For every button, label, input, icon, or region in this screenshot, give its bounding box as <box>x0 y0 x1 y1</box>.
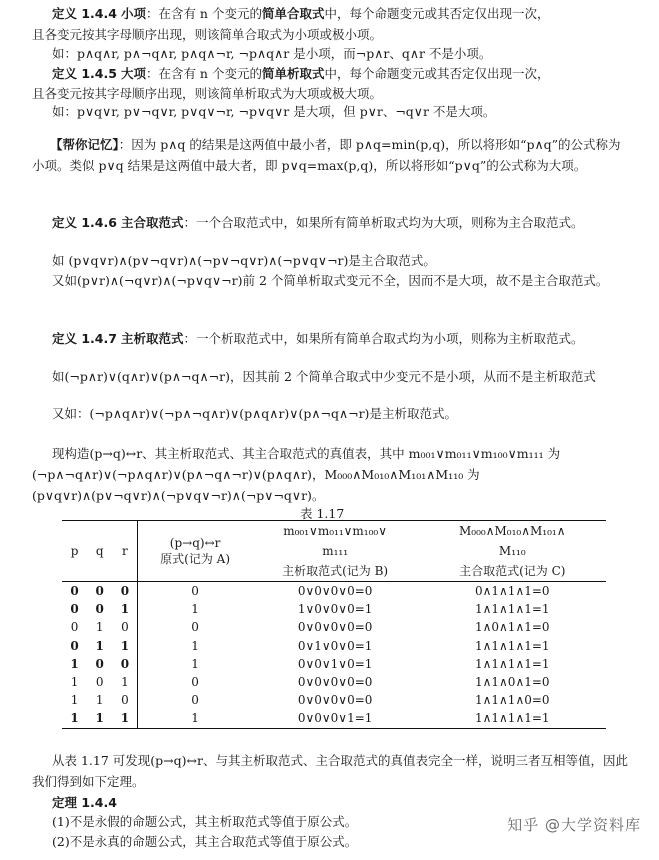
cell-q: 0 <box>95 675 104 690</box>
header-q: q <box>87 521 112 582</box>
cell-p: 0 <box>70 638 79 653</box>
cell-r: 1 <box>121 675 129 690</box>
cell-c: 1∧1∧1∧0=0 <box>474 693 550 708</box>
cell-c: 1∧1∧1∧1=1 <box>474 638 550 653</box>
conclusion-paragraph: 从表 1.17 可发现(p→q)↔r、与其主析取范式、主合取范式的真值表完全一样，说明三者互相等值，因此我们得到如下定理。 <box>32 753 628 789</box>
def-147-example2: 又如：(¬p∧q∧r)∨(¬p∧¬q∧r)∨(p∧q∧r)∨(p∧¬q∧¬r)是主析取范式。 <box>52 406 457 421</box>
cell-b: 0∨0∨1∨0=1 <box>297 656 373 671</box>
table-row <box>62 600 606 618</box>
cell-r: 1 <box>120 638 130 653</box>
header-c-formula2: M₁₁₀ <box>498 544 526 558</box>
def-144-text2: 中，每个命题变元或其否定仅出现一次， <box>324 6 550 21</box>
cell-a: 0 <box>138 618 252 636</box>
table-row <box>62 673 606 691</box>
def-146-example2: 又如(p∨r)∧(¬q∨r)∧(¬p∨q∨¬r)前 2 个简单析取式变元不全，因而不是大项，故不是主合取范式。 <box>52 273 609 288</box>
def-145-example: 如：p∨q∨r, p∨¬q∨r, p∨q∨¬r, ¬p∨q∨r 是大项，但 p∨r、¬q∨r 不是大项。 <box>52 104 496 119</box>
def-146-term: 主合取范式 <box>120 215 184 230</box>
cell-b: 0∨0∨0∨0=0 <box>297 620 373 635</box>
cell-b: 0∨0∨0∨0=0 <box>297 675 373 690</box>
def-144-line1 <box>52 6 549 22</box>
header-c-formula1: M₀₀₀∧M₀₁₀∧M₁₀₁∧ <box>419 521 606 542</box>
cell-q: 0 <box>95 584 104 599</box>
cell-q: 1 <box>95 620 104 635</box>
def-146 <box>32 212 632 233</box>
def-145-term2: 简单析取式 <box>261 66 325 81</box>
header-a-formula: (p→q)↔r <box>169 536 221 550</box>
def-147-term: 主析取范式 <box>120 331 184 346</box>
def-145-line2: 且各变元按其字母顺序出现，则该简单析取式为大项或极大项。 <box>32 86 383 101</box>
table-row <box>62 655 606 673</box>
truth-table <box>62 520 606 729</box>
cell-r: 1 <box>120 602 130 617</box>
def-146-example1: 如 (p∨q∨r)∧(p∨¬q∨r)∧(¬p∨¬q∨r)∧(¬p∨q∨¬r)是主合取范式。 <box>52 253 436 268</box>
def-147-text: ：一个析取范式中，如果所有简单合取式均为小项，则称为主析取范式。 <box>183 331 584 346</box>
def-145-term: 大项 <box>120 66 146 81</box>
header-r: r <box>112 521 138 582</box>
def-144-term: 小项 <box>120 6 146 21</box>
def-145-line1 <box>52 66 549 82</box>
memory-tip-text: ：因为 p∧q 的结果是这两值中最小者，即 p∧q=min(p,q)，所以将形如“p∧q”的公式称为小项。类似 p∨q 结果是这两值中最大者，即 p∨q=max(p,q)，所以将形如“p∨q”的公式称为大项。 <box>32 137 621 173</box>
table-caption: 表 1.17 <box>300 506 345 521</box>
header-c-label: 主合取范式(记为 C) <box>419 561 606 582</box>
construct-paragraph: 现构造(p→q)↔r、其主析取范式、其主合取范式的真值表，其中 m₀₀₁∨m₀₁₁∨m₁₀₀∨m₁₁₁ 为 (¬p∧¬q∧r)∨(¬p∧q∧r)∨(p∧¬q∧¬r)∨(p∧q∧r)，M₀₀₀∧M₀₁₀∧M₁₀₁∧M₁₁₀ 为 (p∨q∨r)∧(p∨¬q∨r)∧(¬p∨q∨¬r)∧(¬p∨¬q∨r)。 <box>32 446 561 503</box>
cell-c: 1∧1∧1∧1=1 <box>474 656 550 671</box>
cell-c: 1∧1∧1∧1=1 <box>474 602 550 617</box>
cell-q: 1 <box>95 638 104 653</box>
cell-b: 0∨0∨0∨0=0 <box>297 584 373 599</box>
def-147 <box>32 328 632 349</box>
def-145-text2: 中，每个命题变元或其否定仅出现一次， <box>324 66 550 81</box>
cell-a: 1 <box>138 655 252 673</box>
def-145-label: 定义 1.4.5 <box>52 66 117 81</box>
cell-a: 0 <box>138 582 252 601</box>
cell-p: 1 <box>70 656 79 671</box>
cell-c: 1∧0∧1∧1=0 <box>474 620 550 635</box>
header-p: p <box>62 521 87 582</box>
table-row <box>62 582 606 601</box>
cell-c: 0∧1∧1∧1=0 <box>474 584 550 599</box>
cell-p: 0 <box>70 602 79 617</box>
memory-tip-label: 【帮你记忆】 <box>50 137 119 152</box>
watermark: 知乎 @大学资料库 <box>507 816 641 834</box>
cell-p: 0 <box>70 620 79 635</box>
theorem-item2: (2)不是永真的命题公式，其主合取范式等值于原公式。 <box>52 834 358 849</box>
memory-tip <box>32 134 632 176</box>
def-144-example: 如：p∧q∧r, p∧¬q∧r, p∧q∧¬r, ¬p∧q∧r 是小项，而¬p∧r、q∧r 不是小项。 <box>52 46 492 61</box>
theorem-label: 定理 1.4.4 <box>52 795 117 810</box>
cell-q: 0 <box>95 602 104 617</box>
cell-b: 1∨0∨0∨0=1 <box>297 602 373 617</box>
cell-q: 1 <box>95 693 104 708</box>
cell-c: 1∧1∧0∧1=0 <box>474 675 550 690</box>
cell-p: 1 <box>62 709 87 728</box>
def-146-label: 定义 1.4.6 <box>52 215 117 230</box>
cell-q: 0 <box>95 656 104 671</box>
cell-a: 1 <box>138 600 252 618</box>
def-144-term2: 简单合取式 <box>261 6 325 21</box>
table-row <box>62 709 606 728</box>
def-144-line2: 且各变元按其字母顺序出现，则该简单合取式为小项或极小项。 <box>32 27 383 42</box>
cell-p: 1 <box>70 693 79 708</box>
cell-p: 1 <box>70 675 79 690</box>
def-145-text1: ：在含有 n 个变元的 <box>145 66 262 81</box>
table-row <box>62 691 606 709</box>
cell-r: 0 <box>120 584 130 599</box>
cell-b: 0∨0∨0∨0=0 <box>297 693 373 708</box>
cell-b: 0∨1∨0∨0=1 <box>297 638 373 653</box>
cell-q: 1 <box>87 709 112 728</box>
cell-r: 1 <box>112 709 138 728</box>
cell-a: 0 <box>138 673 252 691</box>
def-144-text1: ：在含有 n 个变元的 <box>145 6 262 21</box>
cell-c: 1∧1∧1∧1=1 <box>419 709 606 728</box>
table-row <box>62 618 606 636</box>
cell-a: 1 <box>138 637 252 655</box>
cell-p: 0 <box>70 584 79 599</box>
def-147-example1: 如(¬p∧r)∨(q∧r)∨(p∧¬q∧¬r)，因其前 2 个简单合取式中少变元不是小项，从而不是主析取范式 <box>52 369 596 384</box>
cell-r: 0 <box>121 693 129 708</box>
theorem-item1: (1)不是永假的命题公式，其主析取范式等值于原公式。 <box>52 814 358 829</box>
cell-a: 0 <box>138 691 252 709</box>
header-b-label: 主析取范式(记为 B) <box>252 561 419 582</box>
def-144-label: 定义 1.4.4 <box>52 6 117 21</box>
table-row <box>62 637 606 655</box>
def-147-label: 定义 1.4.7 <box>52 331 117 346</box>
cell-b: 0∨0∨0∨1=1 <box>252 709 419 728</box>
cell-r: 0 <box>121 620 129 635</box>
header-b-formula1: m₀₀₁∨m₀₁₁∨m₁₀₀∨ <box>252 521 419 542</box>
header-a-label: 原式(记为 A) <box>160 552 231 566</box>
header-a <box>138 521 252 582</box>
cell-r: 0 <box>120 656 130 671</box>
def-146-text: ：一个合取范式中，如果所有简单析取式均为大项，则称为主合取范式。 <box>183 215 584 230</box>
cell-a: 1 <box>138 709 252 728</box>
header-b-formula2: m₁₁₁ <box>322 544 349 558</box>
